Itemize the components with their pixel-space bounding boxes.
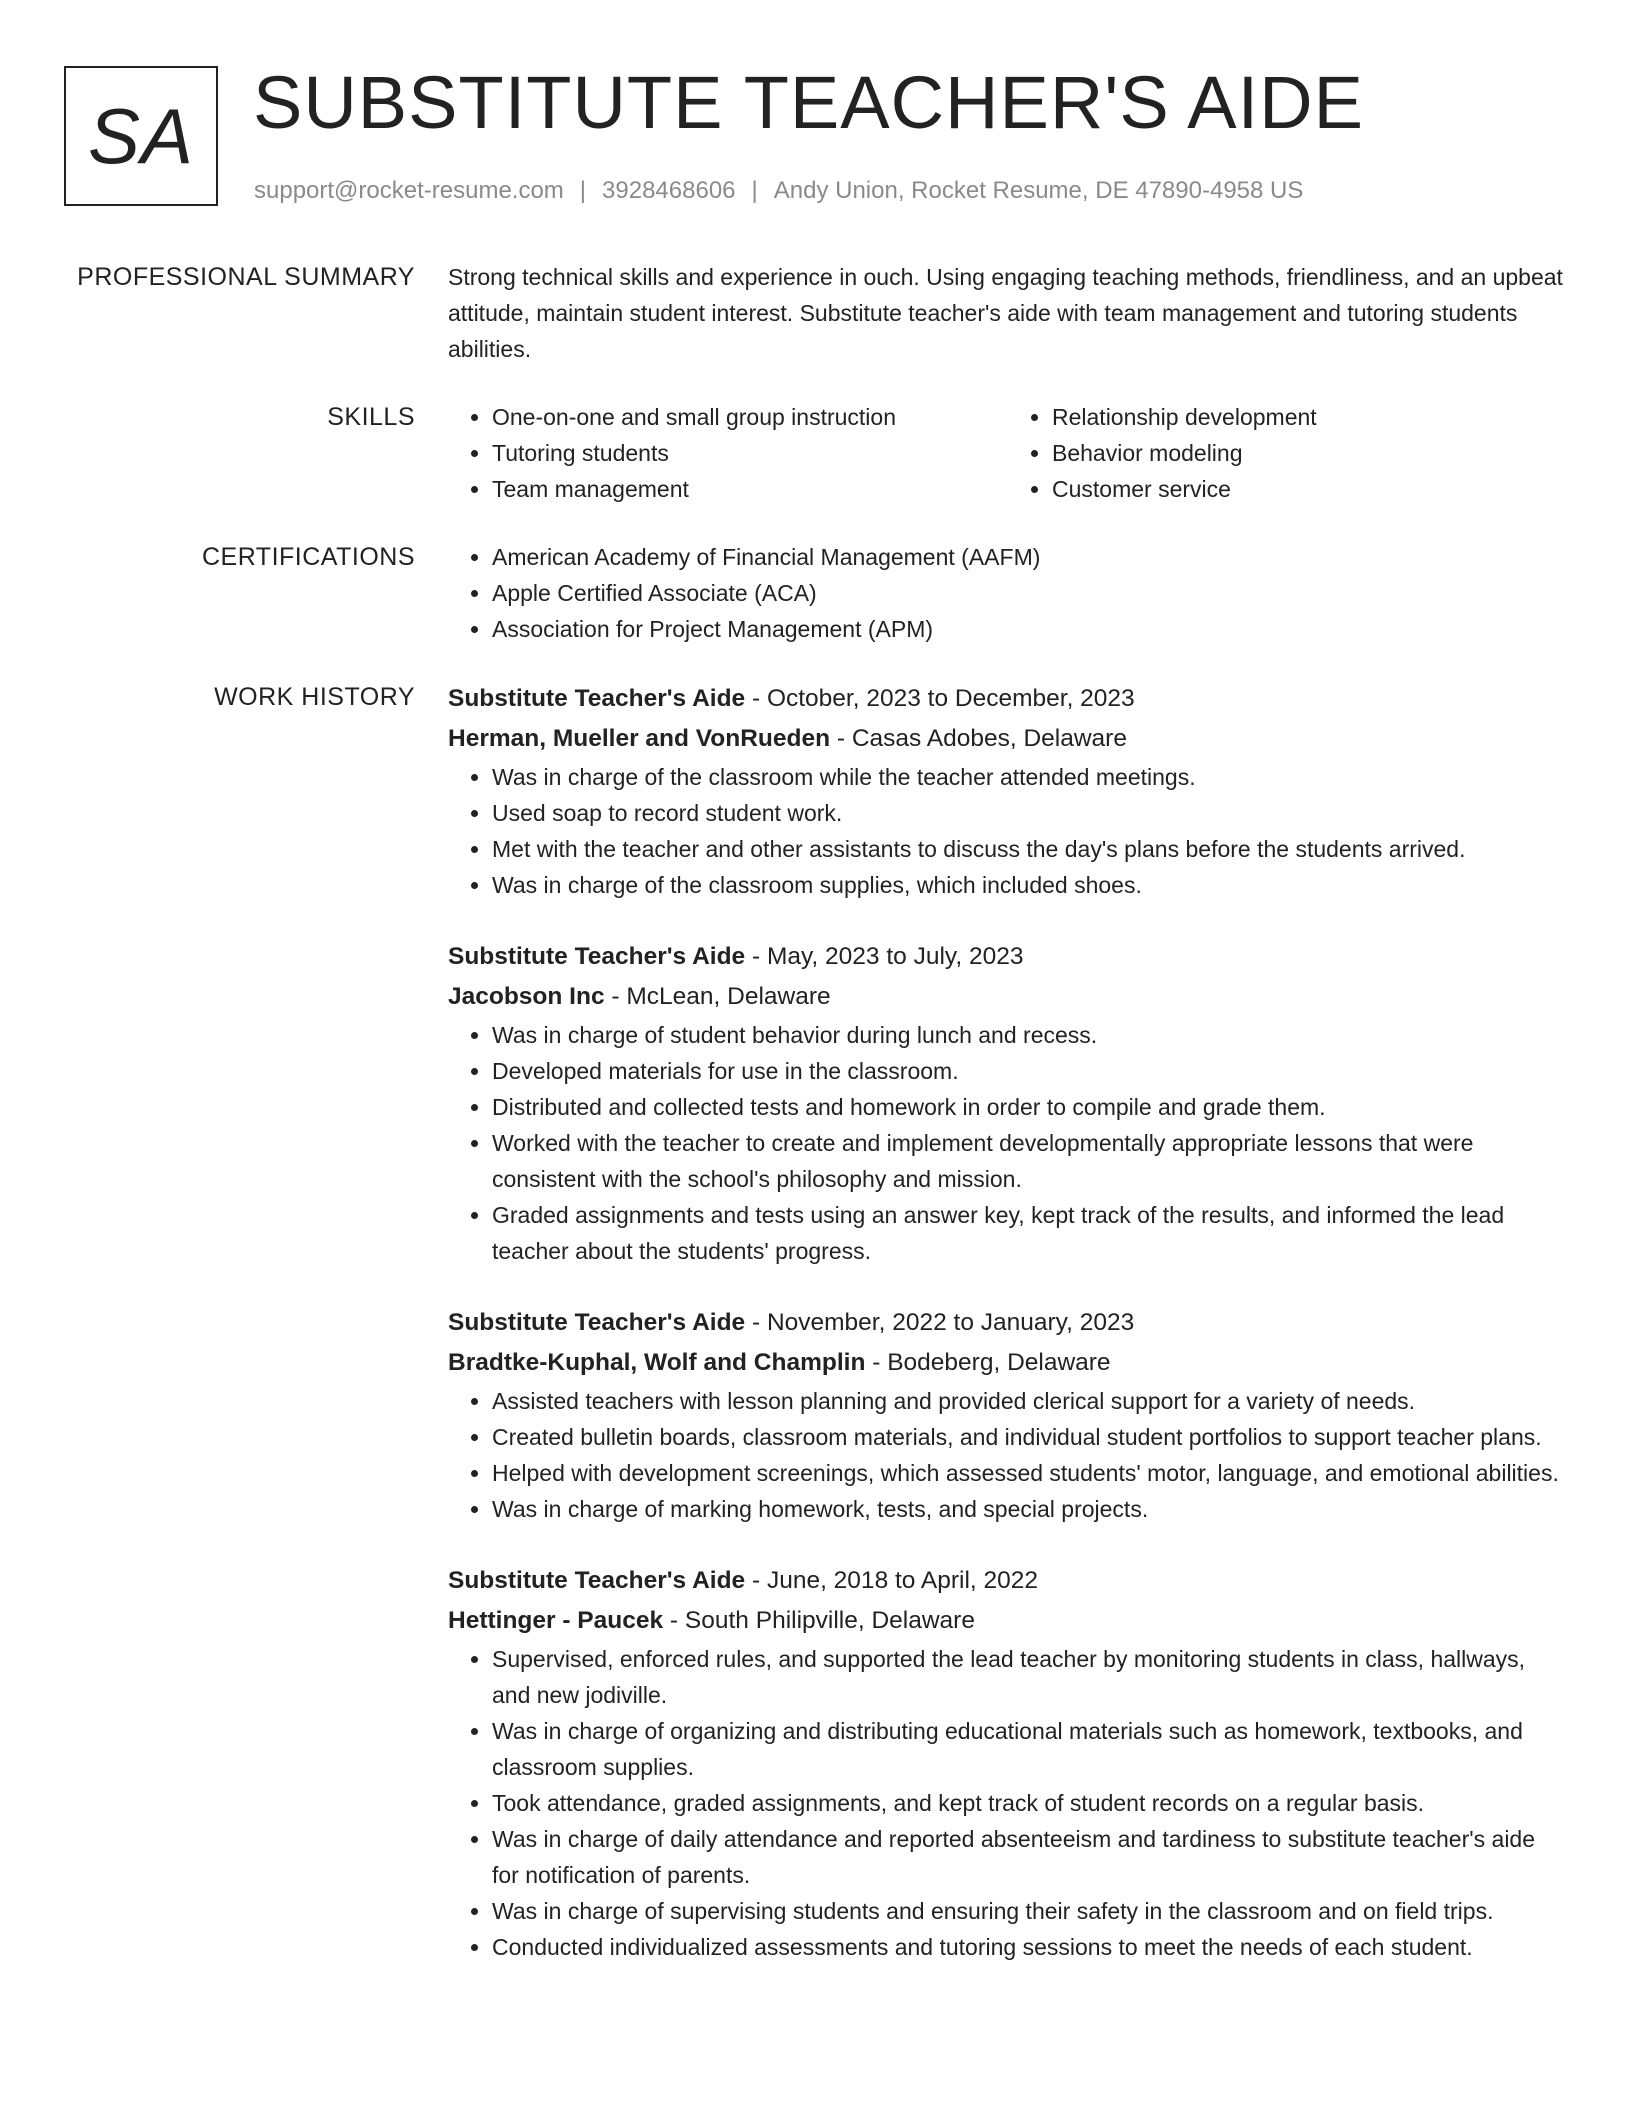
- contact-line: [254, 174, 1303, 208]
- job-duties: [448, 1017, 1568, 1269]
- contact-address: Andy Union, Rocket Resume, DE 47890-4958 US: [773, 177, 1304, 204]
- job-duties: [448, 759, 1568, 903]
- job-duty: • Assisted teachers with lesson planning and provided clerical support for a variety of needs.: [492, 1383, 1568, 1419]
- job-entry: [448, 937, 1568, 1269]
- job-duty: • Created bulletin boards, classroom materials, and individual student portfolios to support teacher plans.: [492, 1419, 1568, 1455]
- job-duty: • Met with the teacher and other assistants to discuss the day's plans before the students arrived.: [492, 831, 1568, 867]
- skill-item: • Relationship development: [1052, 399, 1568, 435]
- job-duty: • Supervised, enforced rules, and supported the lead teacher by monitoring students in class, hallways, and new jodiville.: [492, 1641, 1568, 1713]
- job-location: - McLean, Delaware: [604, 983, 831, 1010]
- monogram-initials: SA: [87, 91, 195, 180]
- certification-item: • Association for Project Management (APM): [492, 611, 1568, 647]
- job-duty: • Worked with the teacher to create and implement developmentally appropriate lessons that were consistent with the school's philosophy and mission.: [492, 1125, 1568, 1197]
- job-title: Substitute Teacher's Aide: [448, 1309, 746, 1336]
- job-title-line: [448, 1303, 1568, 1343]
- job-dates: - October, 2023 to December, 2023: [745, 685, 1135, 712]
- job-duty: • Was in charge of student behavior during lunch and recess.: [492, 1017, 1568, 1053]
- contact-phone: 3928468606: [602, 177, 736, 204]
- skills-label: SKILLS: [327, 403, 415, 431]
- job-title: Substitute Teacher's Aide: [448, 943, 746, 970]
- work-history-body: [448, 679, 1568, 1999]
- job-title-line: [448, 679, 1568, 719]
- skill-item: • Customer service: [1052, 471, 1568, 507]
- skill-item: • Behavior modeling: [1052, 435, 1568, 471]
- job-location: - Casas Adobes, Delaware: [830, 725, 1127, 752]
- job-location: - Bodeberg, Delaware: [865, 1349, 1111, 1376]
- job-company-line: [448, 1601, 1568, 1641]
- job-title-line: [448, 1561, 1568, 1601]
- job-dates: - May, 2023 to July, 2023: [745, 943, 1024, 970]
- job-duty: • Was in charge of the classroom supplies, which included shoes.: [492, 867, 1568, 903]
- job-title: Substitute Teacher's Aide: [448, 1567, 746, 1594]
- job-duty: • Distributed and collected tests and homework in order to compile and grade them.: [492, 1089, 1568, 1125]
- skill-item: • Team management: [492, 471, 1008, 507]
- job-dates: - June, 2018 to April, 2022: [745, 1567, 1039, 1594]
- skills-column-1: [448, 399, 1008, 507]
- skills-body: [448, 399, 1568, 507]
- certifications-body: [448, 539, 1568, 647]
- job-duties: [448, 1641, 1568, 1965]
- job-company: Bradtke-Kuphal, Wolf and Champlin: [448, 1349, 866, 1376]
- job-entry: [448, 1561, 1568, 1965]
- job-duty: • Was in charge of supervising students and ensuring their safety in the classroom and on field trips.: [492, 1893, 1568, 1929]
- summary-text: Strong technical skills and experience in ouch. Using engaging teaching methods, friendliness, and an upbeat attitude, maintain student interest. Substitute teacher's aide with team management and tutoring students abilities.: [448, 264, 1563, 362]
- job-title-line: [448, 937, 1568, 977]
- job-entry: [448, 679, 1568, 903]
- summary-body: [448, 259, 1568, 367]
- job-location: - South Philipville, Delaware: [663, 1607, 975, 1634]
- monogram-box: [64, 66, 218, 206]
- skill-item: • One-on-one and small group instruction: [492, 399, 1008, 435]
- certification-item: • American Academy of Financial Management (AAFM): [492, 539, 1568, 575]
- job-duty: • Used soap to record student work.: [492, 795, 1568, 831]
- job-duties: [448, 1383, 1568, 1527]
- skill-item: • Tutoring students: [492, 435, 1008, 471]
- job-duty: • Developed materials for use in the classroom.: [492, 1053, 1568, 1089]
- job-company-line: [448, 977, 1568, 1017]
- contact-separator: |: [751, 177, 758, 204]
- job-duty: • Graded assignments and tests using an answer key, kept track of the results, and informed the lead teacher about the students' progress.: [492, 1197, 1568, 1269]
- summary-label: PROFESSIONAL SUMMARY: [77, 263, 415, 291]
- certifications-label: CERTIFICATIONS: [201, 543, 415, 571]
- certifications-list: [448, 539, 1568, 647]
- skills-column-2: [1008, 399, 1568, 507]
- job-company: Jacobson Inc: [448, 983, 605, 1010]
- job-duty: • Took attendance, graded assignments, and kept track of student records on a regular basis.: [492, 1785, 1568, 1821]
- job-duty: • Helped with development screenings, which assessed students' motor, language, and emotional abilities.: [492, 1455, 1568, 1491]
- job-company: Herman, Mueller and VonRueden: [448, 725, 831, 752]
- job-company: Hettinger - Paucek: [448, 1607, 664, 1634]
- job-duty: • Conducted individualized assessments and tutoring sessions to meet the needs of each student.: [492, 1929, 1568, 1965]
- contact-separator: |: [579, 177, 587, 204]
- job-company-line: [448, 719, 1568, 759]
- job-entry: [448, 1303, 1568, 1527]
- contact-email: support@rocket-resume.com: [254, 177, 564, 204]
- job-company-line: [448, 1343, 1568, 1383]
- job-duty: • Was in charge of organizing and distributing educational materials such as homework, textbooks, and classroom supplies.: [492, 1713, 1568, 1785]
- job-duty: • Was in charge of daily attendance and reported absenteeism and tardiness to substitute teacher's aide for notification of parents.: [492, 1821, 1568, 1893]
- resume-title: SUBSTITUTE TEACHER'S AIDE: [253, 61, 1364, 144]
- work-history-label: WORK HISTORY: [214, 683, 415, 711]
- job-duty: • Was in charge of the classroom while the teacher attended meetings.: [492, 759, 1568, 795]
- job-dates: - November, 2022 to January, 2023: [745, 1309, 1135, 1336]
- certification-item: • Apple Certified Associate (ACA): [492, 575, 1568, 611]
- job-title: Substitute Teacher's Aide: [448, 685, 746, 712]
- job-duty: • Was in charge of marking homework, tests, and special projects.: [492, 1491, 1568, 1527]
- skills-grid: [448, 399, 1568, 507]
